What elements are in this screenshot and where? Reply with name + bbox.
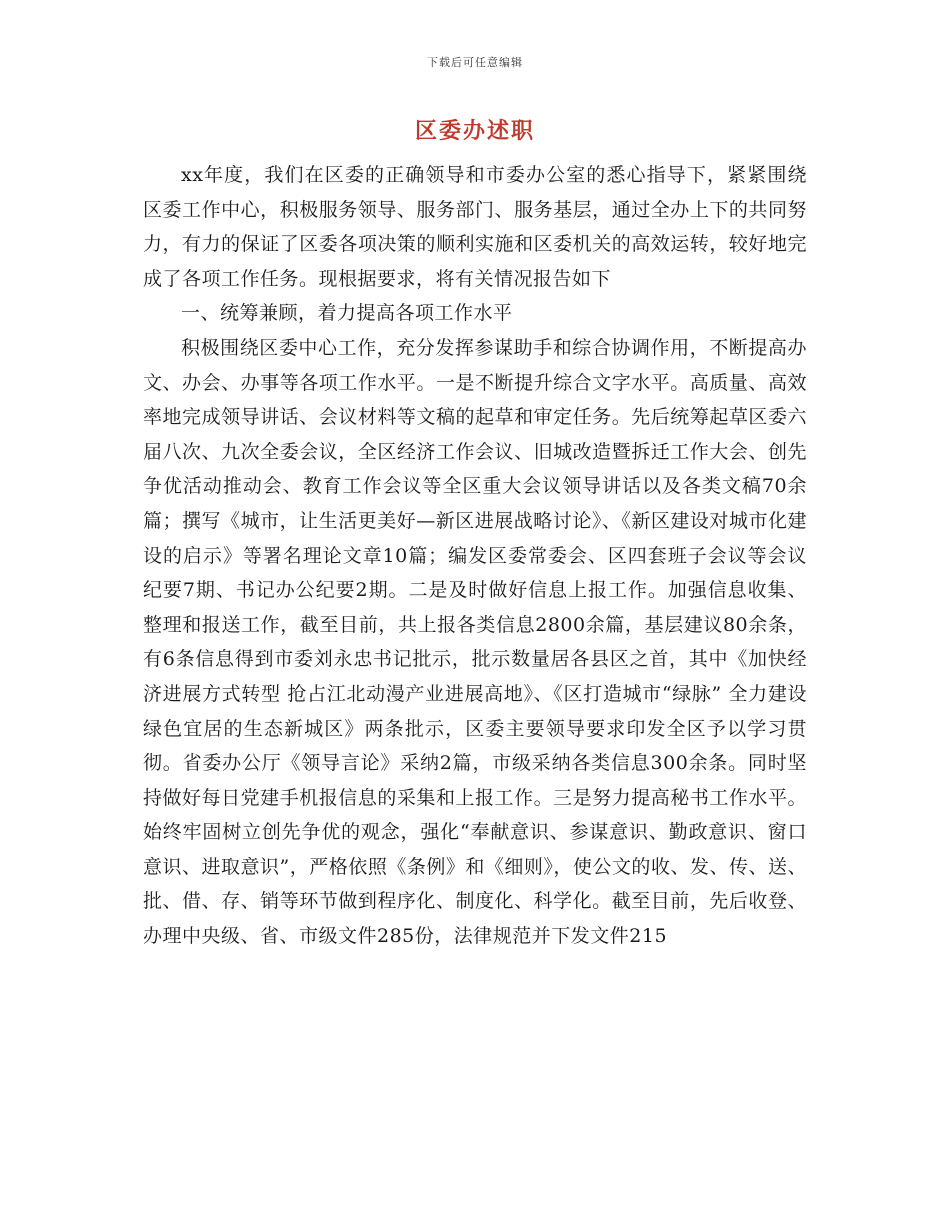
paragraph-section-1: 积极围绕区委中心工作，充分发挥参谋助手和综合协调作用，不断提高办文、办会、办事等各项工作水平。一是不断提升综合文字水平。高质量、高效率地完成领导讲话、会议材料等文稿的起草和审定任务。先后统筹起草区委六届八次、九次全委会议，全区经济工作会议、旧城改造暨拆迁工作大会、创先争优活动推动会、教育工作会议等全区重大会议领导讲话以及各类文稿70余篇；撰写《城市，让生活更美好—新区进展战略讨论》、《新区建设对城市化建设的启示》等署名理论文章10篇；编发区委常委会、区四套班子会议等会议纪要7期、书记办公纪要2期。二是及时做好信息上报工作。加强信息收集、整理和报送工作，截至目前，共上报各类信息2800余篇，基层建议80余条，有6条信息得到市委刘永忠书记批示，批示数量居各县区之首，其中《加快经济进展方式转型 抢占江北动漫产业进展高地》、《区打造城市“绿脉” 全力建设绿色宜居的生态新城区》两条批示，区委主要领导要求印发全区予以学习贯彻。省委办公厅《领导言论》采纳2篇，市级采纳各类信息300余条。同时坚持做好每日党建手机报信息的采集和上报工作。三是努力提高秘书工作水平。始终牢固树立创先争优的观念，强化“奉献意识、参谋意识、勤政意识、窗口意识、进取意识”，严格依照《条例》和《细则》，使公文的收、发、传、送、批、借、存、销等环节做到程序化、制度化、科学化。截至目前，先后收登、办理中央级、省、市级文件285份，法律规范并下发文件215 <box>143 336 807 948</box>
document-title: 区委办述职 <box>414 118 535 144</box>
document-body <box>143 158 807 954</box>
header-note: 下载后可任意编辑 <box>427 56 523 69</box>
section-heading-1: 一、统筹兼顾，着力提高各项工作水平 <box>181 302 513 325</box>
paragraph-intro: xx年度，我们在区委的正确领导和市委办公室的悉心指导下，紧紧围绕区委工作中心，积极服务领导、服务部门、服务基层，通过全办上下的共同努力，有力的保证了区委各项决策的顺利实施和区委机关的高效运转，较好地完成了各项工作任务。现根据要求，将有关情况报告如下 <box>143 164 807 290</box>
